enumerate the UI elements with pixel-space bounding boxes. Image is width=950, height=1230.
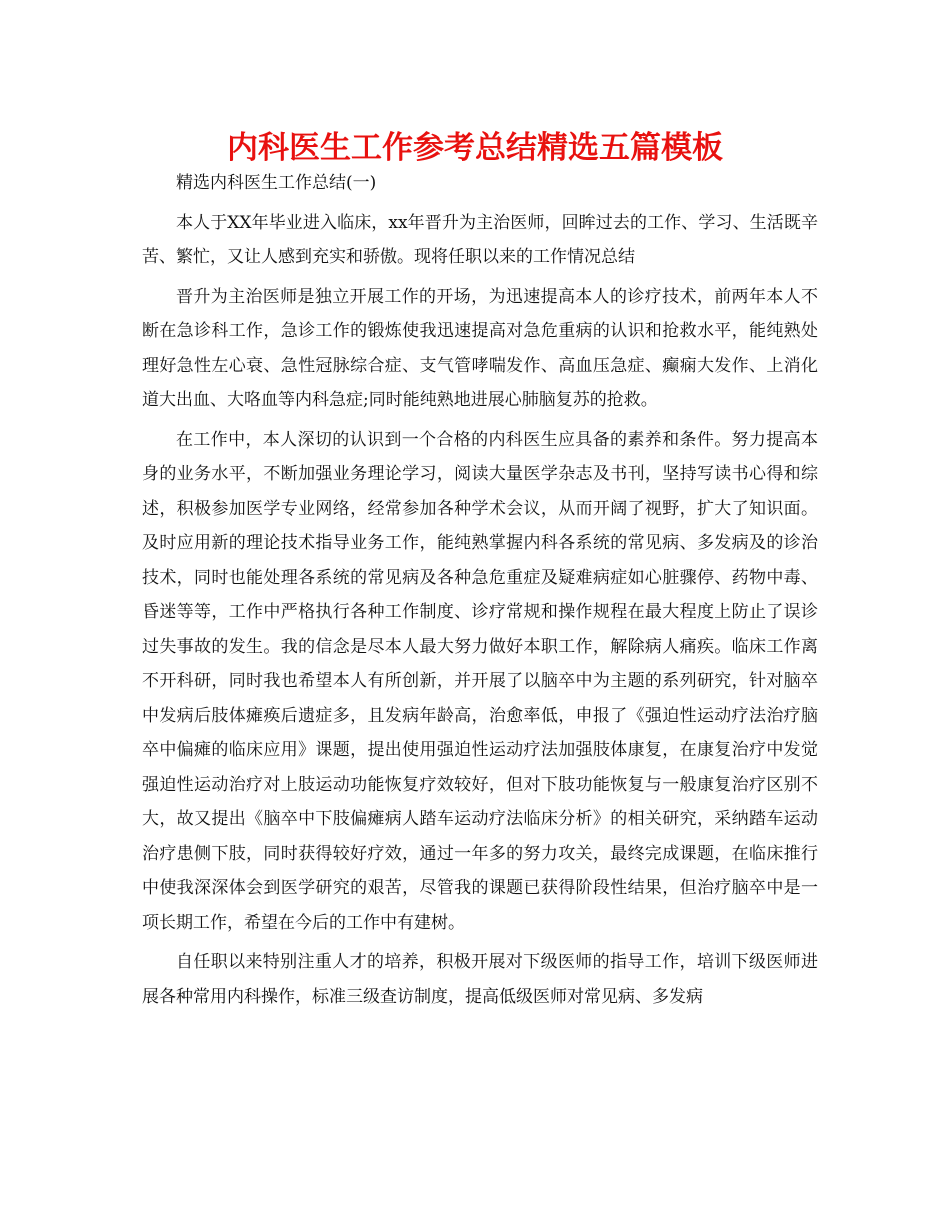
paragraph: 自任职以来特别注重人才的培养，积极开展对下级医师的指导工作，培训下级医师进展各种常用内科操作，标准三级查访制度，提高低级医师对常见病、多发病	[142, 952, 818, 1007]
paragraph: 本人于XX年毕业进入临床，xx年晋升为主治医师，回眸过去的工作、学习、生活既辛苦、繁忙，又让人感到充实和骄傲。现将任职以来的工作情况总结	[142, 212, 818, 267]
section-heading: 精选内科医生工作总结(一)	[176, 173, 377, 193]
paragraph: 在工作中，本人深切的认识到一个合格的内科医生应具备的素养和条件。努力提高本身的业务水平，不断加强业务理论学习，阅读大量医学杂志及书刊，坚持写读书心得和综述，积极参加医学专业网络，经常参加各种学术会议，从而开阔了视野，扩大了知识面。及时应用新的理论技术指导业务工作，能纯熟掌握内科各系统的常见病、多发病及的诊治技术，同时也能处理各系统的常见病及各种急危重症及疑难病症如心脏骤停、药物中毒、昏迷等等，工作中严格执行各种工作制度、诊疗常规和操作规程在最大程度上防止了误诊过失事故的发生。我的信念是尽本人最大努力做好本职工作，解除病人痛疾。临床工作离不开科研，同时我也希望本人有所创新，并开展了以脑卒中为主题的系列研究，针对脑卒中发病后肢体瘫痪后遗症多，且发病年龄高，治愈率低，申报了《强迫性运动疗法治疗脑卒中偏瘫的临床应用》课题，提出使用强迫性运动疗法加强肢体康复，在康复治疗中发觉强迫性运动治疗对上肢运动功能恢复疗效较好，但对下肢功能恢复与一般康复治疗区别不大，故又提出《脑卒中下肢偏瘫病人踏车运动疗法临床分析》的相关研究，采纳踏车运动治疗患侧下肢，同时获得较好疗效，通过一年多的努力攻关，最终完成课题，在临床推行中使我深深体会到医学研究的艰苦，尽管我的课题已获得阶段性结果，但治疗脑卒中是一项长期工作，希望在今后的工作中有建树。	[142, 429, 818, 933]
paragraph: 晋升为主治医师是独立开展工作的开场，为迅速提高本人的诊疗技术，前两年本人不断在急诊科工作，急诊工作的锻炼使我迅速提高对急危重病的认识和抢救水平，能纯熟处理好急性左心衰、急性冠脉综合症、支气管哮喘发作、高血压急症、癫痫大发作、上消化道大出血、大咯血等内科急症;同时能纯熟地进展心肺脑复苏的抢救。	[142, 286, 818, 410]
document-title: 内科医生工作参考总结精选五篇模板	[227, 130, 723, 166]
document-body	[142, 166, 818, 1014]
